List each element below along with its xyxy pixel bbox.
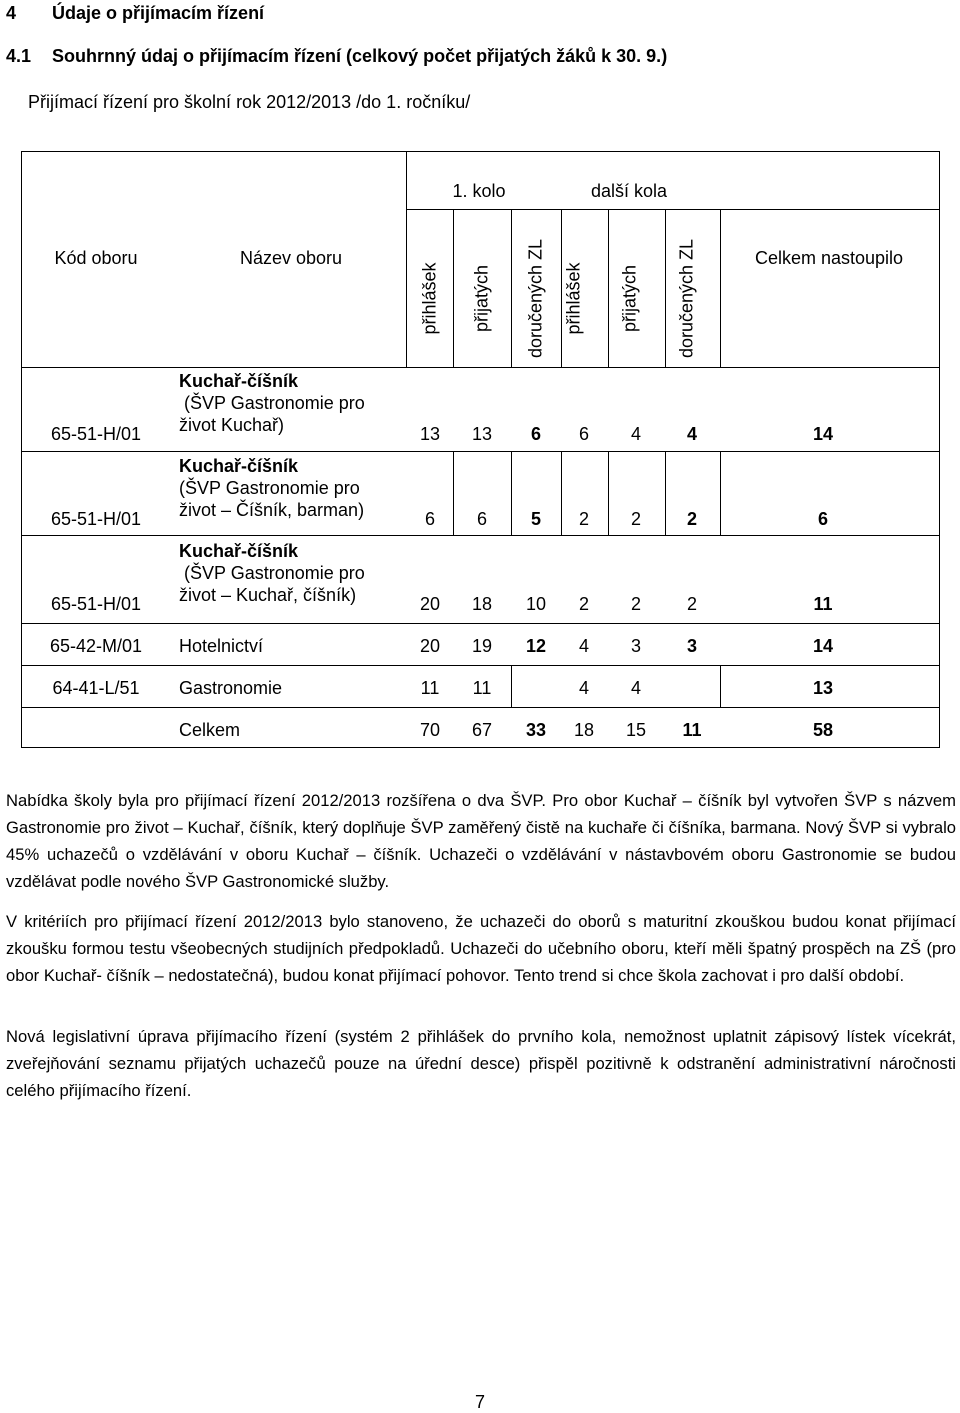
subsection-heading (6, 46, 667, 67)
cell: 2 (630, 509, 642, 529)
cell: 2 (686, 509, 698, 529)
cell: 11 (420, 678, 440, 698)
admissions-table (21, 151, 940, 748)
cell: 20 (419, 636, 441, 656)
cell: 10 (525, 594, 547, 614)
paragraph: Nová legislativní úprava přijímacího řízení (systém 2 přihlášek do prvního kola, nemožnost uplatnit zápisový lístek vícekrát, zveřejňování seznamu přijatých uchazečů pouze na úřední desce) přispěl pozitivně k odstranění administrativní náročnosti celého přijímacího řízení. (6, 1027, 956, 1100)
cell: 4 (578, 636, 590, 656)
page-number: 7 (474, 1392, 485, 1412)
row-code: 65-42-M/01 (49, 636, 143, 656)
cell: 13 (471, 424, 493, 444)
header-kod: Kód oboru (54, 248, 138, 268)
row-code: 65-51-H/01 (50, 509, 142, 529)
cell: 4 (630, 424, 642, 444)
row-name: Hotelnictví (179, 636, 264, 656)
cell: 2 (630, 594, 642, 614)
cell: 6 (424, 509, 436, 529)
paragraph: Nabídka školy byla pro přijímací řízení 2012/2013 rozšířena o dva ŠVP. Pro obor Kuchař – číšník byl vytvořen ŠVP s názvem Gastronomie pro život – Kuchař, číšník, který doplňuje ŠVP zaměřený čistě na kuchaře či číšníka, barmana. Nový ŠVP si vybralo 45% uchazečů o vzdělávání v oboru Kuchař – číšník. Uchazeči o vzdělávání v nástavbovém oboru Gastronomie se budou vzdělávat podle nového ŠVP Gastronomické služby. (6, 791, 956, 891)
section-title: Údaje o přijímacím řízení (52, 3, 265, 23)
cell: 19 (471, 636, 493, 656)
cell: 18 (471, 594, 493, 614)
cell: 3 (630, 636, 642, 656)
subsection-number: 4.1 (6, 46, 32, 66)
header-admitted-1: přijatých (471, 264, 492, 333)
table-caption: Přijímací řízení pro školní rok 2012/2013 /do 1. ročníku/ (28, 92, 471, 112)
header-delivered-1: doručených ZL (525, 238, 546, 359)
header-total: Celkem nastoupilo (754, 248, 904, 268)
cell: 18 (573, 720, 595, 740)
cell-total: 13 (812, 678, 834, 698)
header-applications-1: přihlášek (419, 262, 440, 335)
header-first-round: 1. kolo (452, 181, 506, 201)
cell: 15 (625, 720, 647, 740)
row-code: 65-51-H/01 (50, 424, 142, 444)
cell: 4 (578, 678, 590, 698)
row-name: Kuchař-číšník (ŠVP Gastronomie pro život – Číšník, barman) (179, 456, 365, 520)
cell: 6 (578, 424, 590, 444)
subsection-title: Souhrnný údaj o přijímacím řízení (celkový počet přijatých žáků k 30. 9.) (52, 46, 668, 66)
cell: 2 (578, 509, 590, 529)
cell: 67 (471, 720, 493, 740)
cell-total: 14 (812, 424, 834, 444)
section-number: 4 (6, 3, 17, 23)
header-nazev: Název oboru (239, 248, 343, 268)
cell: 2 (686, 594, 698, 614)
cell-total: 11 (813, 594, 833, 614)
header-next-rounds: další kola (590, 181, 668, 201)
row-name: Celkem (179, 720, 241, 740)
cell: 6 (476, 509, 488, 529)
row-name: Kuchař-číšník (ŠVP Gastronomie pro život – Kuchař, číšník) (179, 541, 365, 605)
row-name: Gastronomie (179, 678, 283, 698)
header-admitted-2: přijatých (619, 264, 640, 333)
cell: 33 (525, 720, 547, 740)
cell: 4 (630, 678, 642, 698)
cell: 4 (686, 424, 698, 444)
cell-total: 14 (812, 636, 834, 656)
cell: 20 (419, 594, 441, 614)
cell: 12 (525, 636, 547, 656)
paragraph: V kritériích pro přijímací řízení 2012/2013 bylo stanoveno, že uchazeči do oborů s maturitní zkouškou budou konat přijímací zkoušku formou testu všeobecných studijních předpokladů. Uchazeči do učebního oboru, kteří měli špatný prospěch na ZŠ (pro obor Kuchař- číšník – nedostatečná), budou konat přijímací pohovor. Tento trend si chce škola zachovat i pro další období. (6, 912, 956, 985)
cell: 13 (419, 424, 441, 444)
row-code: 65-51-H/01 (50, 594, 142, 614)
cell-total: 58 (812, 720, 834, 740)
cell: 11 (682, 720, 702, 740)
row-code: 64-41-L/51 (52, 678, 140, 698)
cell: 2 (578, 594, 590, 614)
cell: 5 (530, 509, 542, 529)
cell: 70 (419, 720, 441, 740)
section-heading (6, 3, 264, 24)
cell-total: 6 (817, 509, 829, 529)
cell: 6 (530, 424, 542, 444)
cell: 3 (686, 636, 698, 656)
header-delivered-2: doručených ZL (676, 238, 697, 359)
cell: 11 (472, 678, 492, 698)
row-name: Kuchař-číšník (ŠVP Gastronomie pro život Kuchař) (179, 371, 365, 435)
header-applications-2: přihlášek (563, 262, 584, 335)
